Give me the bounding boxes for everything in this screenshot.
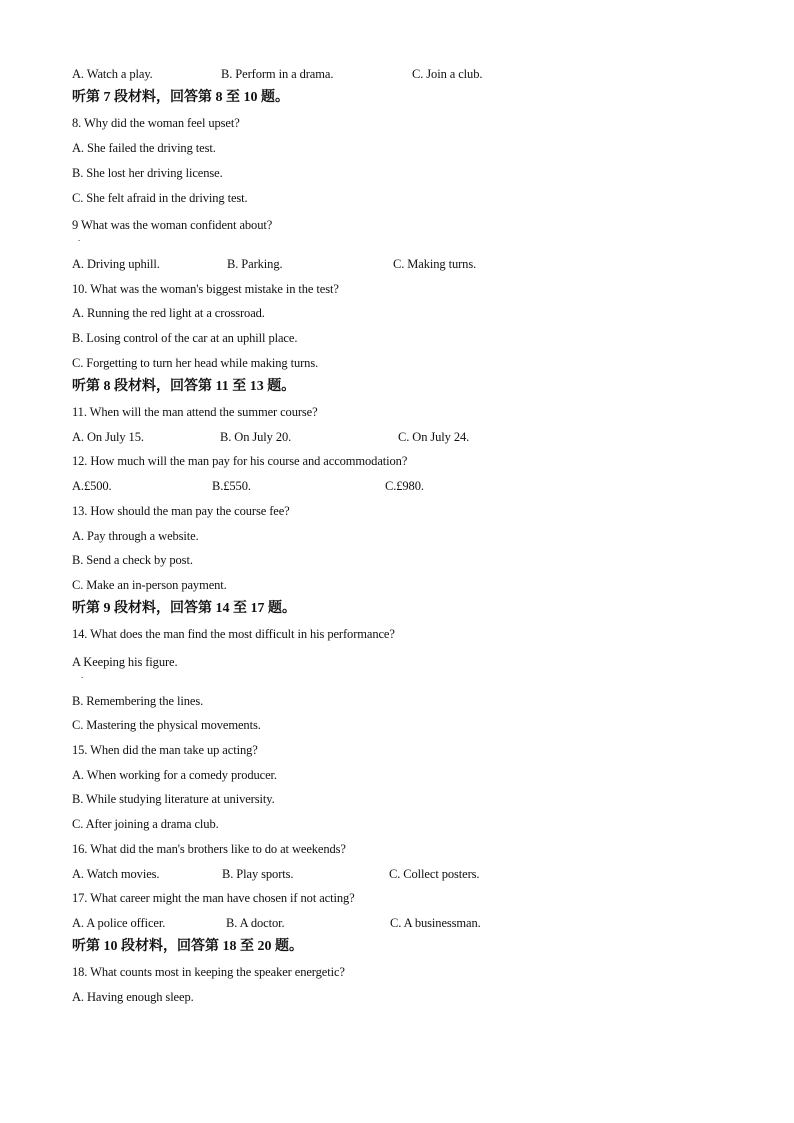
q14-option-b: B. Remembering the lines. [72, 694, 204, 708]
q12-option-a: A.£500. [72, 479, 112, 493]
q11-option-b: B. On July 20. [220, 430, 292, 444]
q11-question: 11. When will the man attend the summer course? [72, 405, 318, 419]
q9-question: 9 What was the woman confident about? [72, 218, 273, 232]
q7-option-c: C. Join a club. [412, 67, 483, 81]
q13-option-b: B. Send a check by post. [72, 553, 193, 567]
q17-option-a: A. A police officer. [72, 916, 166, 930]
q17-option-b: B. A doctor. [226, 916, 285, 930]
q12-option-c: C.£980. [385, 479, 424, 493]
q15-option-b: B. While studying literature at university. [72, 792, 275, 806]
q17-option-c: C. A businessman. [390, 916, 481, 930]
q17-question: 17. What career might the man have chosen if not acting? [72, 891, 355, 905]
q18-question: 18. What counts most in keeping the speaker energetic? [72, 965, 345, 979]
section-heading-10: 听第 10 段材料，回答第 18 至 20 题。 [72, 939, 303, 954]
q14-option-c: C. Mastering the physical movements. [72, 718, 261, 732]
q16-option-b: B. Play sports. [222, 867, 294, 881]
q10-option-c: C. Forgetting to turn her head while making turns. [72, 356, 319, 370]
q15-option-a: A. When working for a comedy producer. [72, 768, 277, 782]
q14-option-a: A Keeping his figure. [72, 655, 178, 669]
section-heading-9: 听第 9 段材料，回答第 14 至 17 题。 [72, 601, 296, 616]
q14-question: 14. What does the man find the most difficult in his performance? [72, 627, 395, 641]
q18-option-a: A. Having enough sleep. [72, 990, 194, 1004]
q8-option-c: C. She felt afraid in the driving test. [72, 191, 248, 205]
q9-stray-dot: . [78, 233, 81, 243]
q8-question: 8. Why did the woman feel upset? [72, 116, 240, 130]
q11-option-c: C. On July 24. [398, 430, 470, 444]
q8-option-a: A. She failed the driving test. [72, 141, 216, 155]
q12-question: 12. How much will the man pay for his course and accommodation? [72, 454, 408, 468]
q11-option-a: A. On July 15. [72, 430, 144, 444]
q10-option-a: A. Running the red light at a crossroad. [72, 306, 265, 320]
q10-question: 10. What was the woman's biggest mistake in the test? [72, 282, 339, 296]
q12-option-b: B.£550. [212, 479, 251, 493]
q7-option-a: A. Watch a play. [72, 67, 153, 81]
q9-option-b: B. Parking. [227, 257, 283, 271]
section-heading-7: 听第 7 段材料，回答第 8 至 10 题。 [72, 90, 289, 105]
q14-stray-dot: . [81, 670, 84, 680]
q10-option-b: B. Losing control of the car at an uphill place. [72, 331, 298, 345]
q9-option-a: A. Driving uphill. [72, 257, 160, 271]
q9-option-c: C. Making turns. [393, 257, 477, 271]
q15-question: 15. When did the man take up acting? [72, 743, 258, 757]
q16-question: 16. What did the man's brothers like to do at weekends? [72, 842, 346, 856]
q13-question: 13. How should the man pay the course fee? [72, 504, 290, 518]
q13-option-c: C. Make an in-person payment. [72, 578, 227, 592]
q8-option-b: B. She lost her driving license. [72, 166, 223, 180]
q16-option-c: C. Collect posters. [389, 867, 480, 881]
section-heading-8: 听第 8 段材料，回答第 11 至 13 题。 [72, 379, 296, 394]
q15-option-c: C. After joining a drama club. [72, 817, 219, 831]
q7-option-b: B. Perform in a drama. [221, 67, 334, 81]
q16-option-a: A. Watch movies. [72, 867, 160, 881]
q13-option-a: A. Pay through a website. [72, 529, 199, 543]
